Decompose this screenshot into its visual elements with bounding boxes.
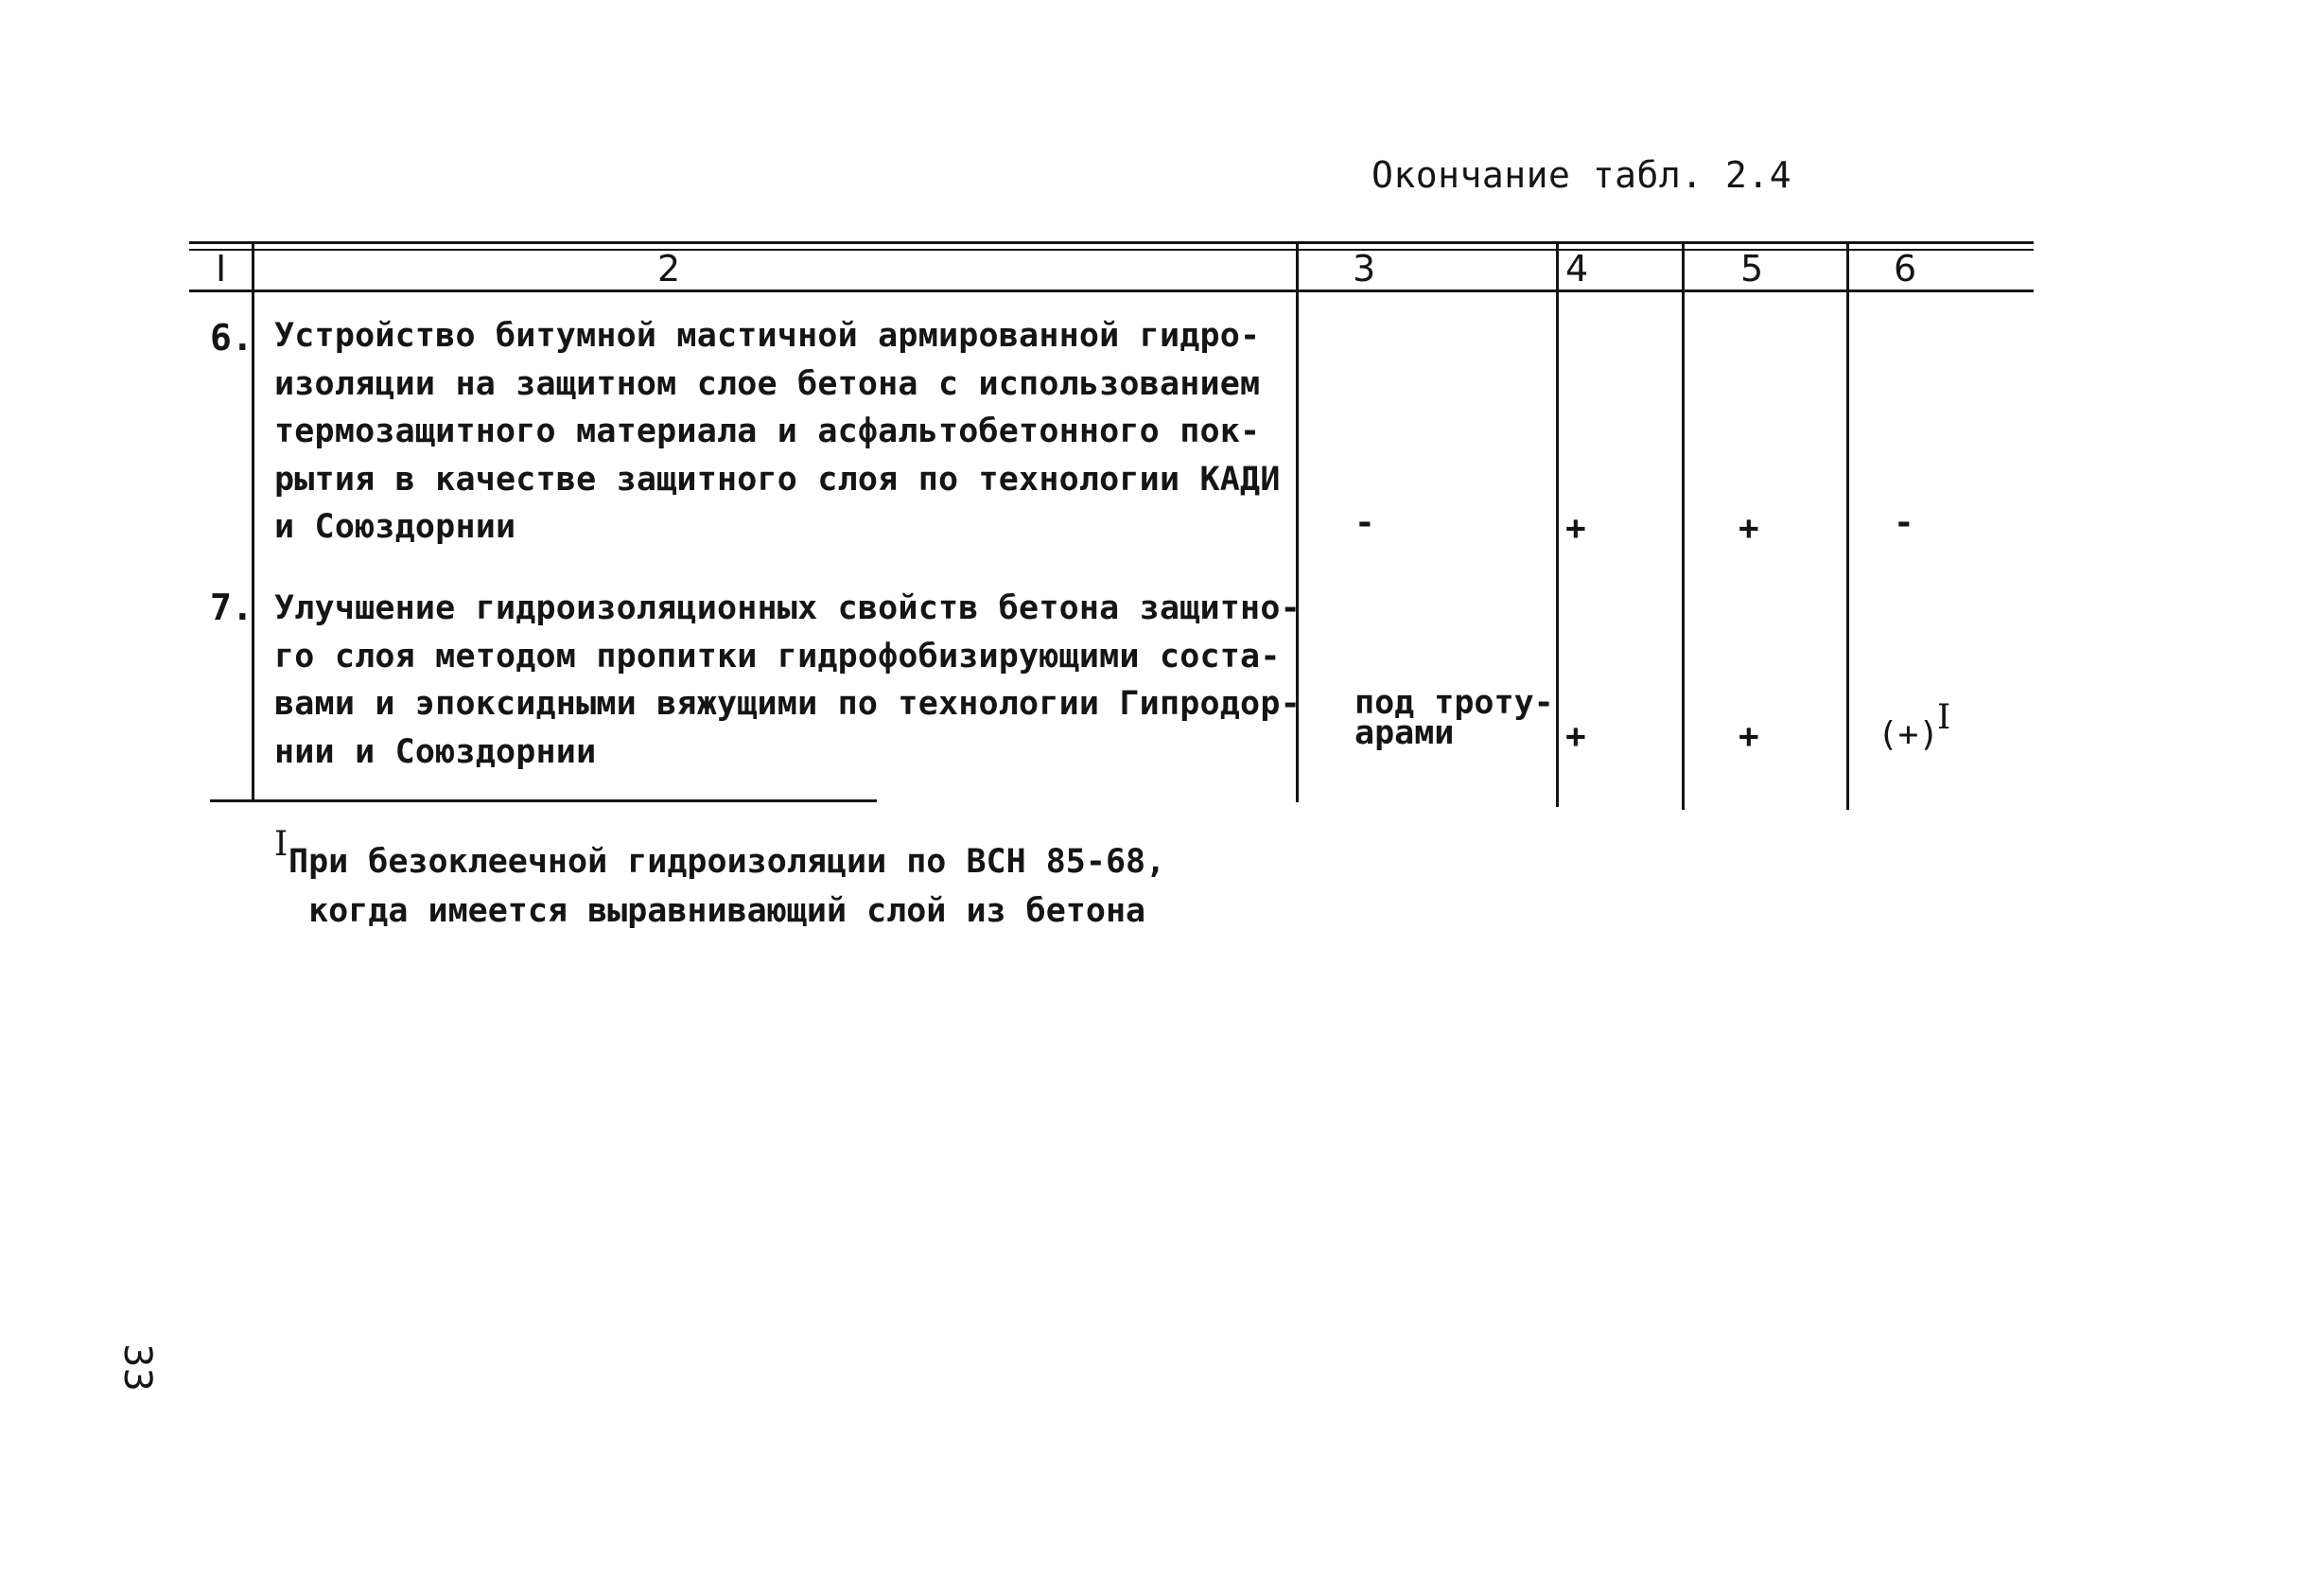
footnote-mark: I xyxy=(274,825,288,864)
row-col-3: - xyxy=(1354,503,1375,542)
page-number: 33 xyxy=(115,1343,159,1392)
header-col-1: I xyxy=(216,248,227,289)
row-col-4: + xyxy=(1565,509,1586,548)
col-divider-3 xyxy=(1556,244,1559,807)
header-col-2: 2 xyxy=(657,248,681,289)
header-col-5: 5 xyxy=(1740,248,1764,289)
row-col-3: под троту- арами xyxy=(1354,684,1554,752)
col-divider-4 xyxy=(1682,244,1685,810)
footnote-reference-mark: I xyxy=(1937,698,1951,737)
row-col-5: + xyxy=(1739,509,1759,548)
row-number: 6. xyxy=(210,317,253,359)
row-col-6: - xyxy=(1894,503,1914,542)
header-col-4: 4 xyxy=(1565,248,1589,289)
col-divider-5 xyxy=(1846,244,1849,810)
header-col-6: 6 xyxy=(1894,248,1917,289)
row-number: 7. xyxy=(210,587,253,628)
row-description: Улучшение гидроизоляционных свойств бетона защитно- го слоя методом пропитки гидрофобизирующими соста- вами и эпоксидными вяжущими по технологии Гипродор- нии и Союздорнии xyxy=(274,589,1301,771)
row-col-6: (+) xyxy=(1878,715,1940,754)
row-col-4: + xyxy=(1565,717,1586,756)
table-caption: Окончание табл. 2.4 xyxy=(1372,154,1792,196)
table-header-rule xyxy=(189,289,2034,292)
table-top-rule xyxy=(189,241,2034,244)
header-col-3: 3 xyxy=(1353,248,1376,289)
row-col-5: + xyxy=(1739,717,1759,756)
row-description: Устройство битумной мастичной армированной гидро- изоляции на защитном слое бетона с использованием термозащитного материала и асфальтобетонного пок- рытия в качестве защитного слоя по технологии КАДИ и Союздорнии xyxy=(274,317,1281,546)
footnote-text: При безоклеечной гидроизоляции по ВСН 85-68, когда имеется выравнивающий слой из бетона xyxy=(288,843,1166,930)
table-bottom-rule xyxy=(210,799,877,802)
